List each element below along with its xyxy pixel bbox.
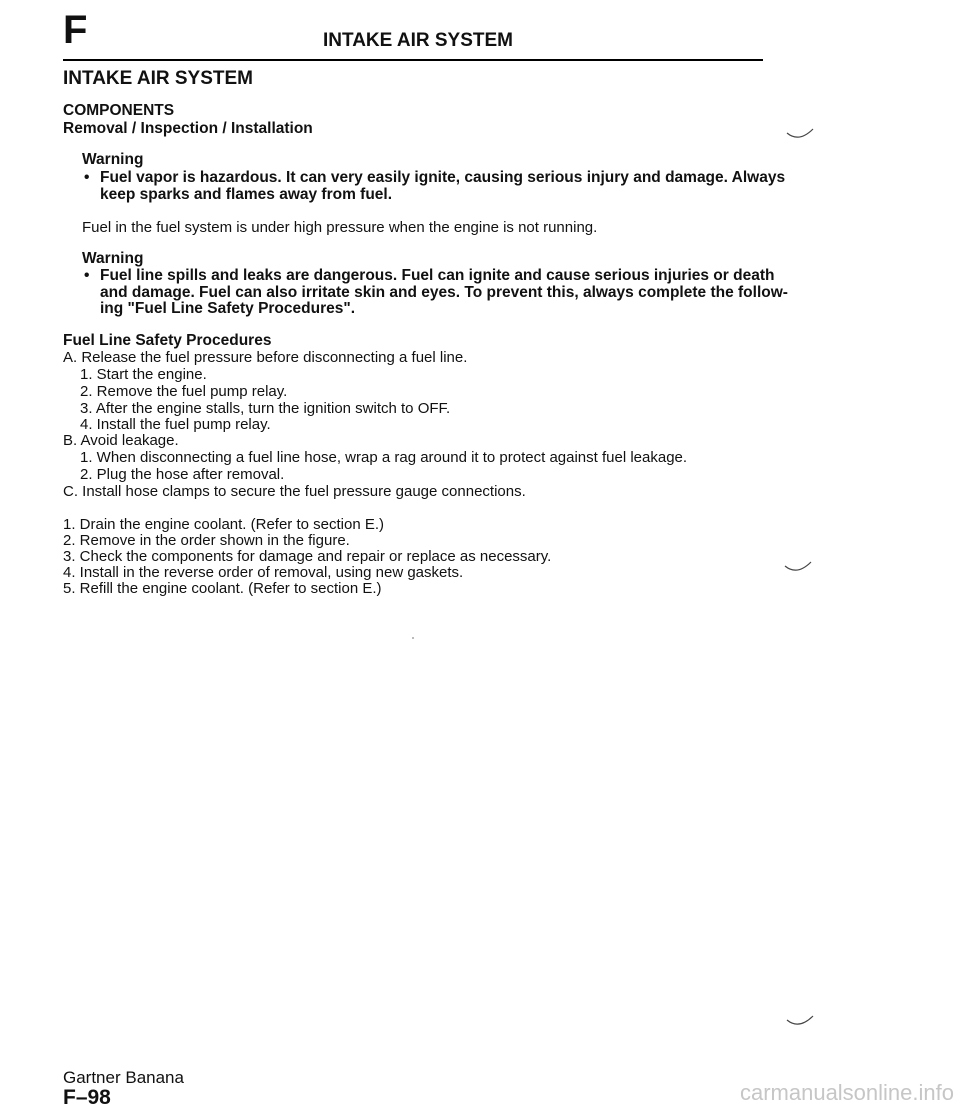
warning2-label: Warning: [82, 250, 144, 267]
warning1-label: Warning: [82, 151, 144, 168]
page-title: INTAKE AIR SYSTEM: [63, 68, 254, 89]
safety-step-a: A. Release the fuel pressure before disconnecting a fuel line.: [63, 349, 468, 366]
safety-a-step: 1. Start the engine.: [80, 366, 207, 383]
safety-step-b: B. Avoid leakage.: [63, 432, 179, 449]
warning1-bullet: •: [84, 169, 90, 186]
footer-page-number: F–98: [63, 1086, 111, 1109]
section-letter: F: [63, 8, 88, 52]
safety-heading: Fuel Line Safety Procedures: [63, 332, 272, 349]
warning1-line1: Fuel vapor is hazardous. It can very easily ignite, causing serious injury and damage. Always: [100, 169, 786, 186]
scan-tick-mark: [785, 125, 817, 145]
procedure-step: 1. Drain the engine coolant. (Refer to section E.): [63, 516, 385, 533]
components-subheading: Removal / Inspection / Installation: [63, 120, 313, 137]
scan-tick-mark: [783, 558, 815, 578]
footer-source: Gartner Banana: [63, 1068, 184, 1087]
watermark: carmanualsonline.info: [739, 1080, 954, 1105]
header-rule: [63, 59, 763, 61]
safety-a-step: 4. Install the fuel pump relay.: [80, 416, 271, 433]
warning2-line2: and damage. Fuel can also irritate skin and eyes. To prevent this, always complete the follow-: [100, 284, 788, 301]
procedure-step: 4. Install in the reverse order of removal, using new gaskets.: [63, 564, 464, 581]
procedure-step: 2. Remove in the order shown in the figure.: [63, 532, 350, 549]
header-title: INTAKE AIR SYSTEM: [323, 30, 514, 51]
scan-tick-mark: [785, 1012, 817, 1032]
procedure-step: 5. Refill the engine coolant. (Refer to section E.): [63, 580, 382, 597]
warning2-line3: ing "Fuel Line Safety Procedures".: [100, 300, 356, 317]
safety-b-step: 2. Plug the hose after removal.: [80, 466, 285, 483]
safety-a-step: 2. Remove the fuel pump relay.: [80, 383, 288, 400]
pressure-note: Fuel in the fuel system is under high pressure when the engine is not running.: [82, 219, 598, 236]
warning1-line2: keep sparks and flames away from fuel.: [100, 186, 393, 203]
safety-b-step: 1. When disconnecting a fuel line hose, wrap a rag around it to protect against fuel leakage.: [80, 449, 688, 466]
scan-speck: [412, 637, 414, 639]
components-heading: COMPONENTS: [63, 102, 175, 119]
warning2-bullet: •: [84, 267, 90, 284]
safety-step-c: C. Install hose clamps to secure the fuel pressure gauge connections.: [63, 483, 526, 500]
warning2-line1: Fuel line spills and leaks are dangerous. Fuel can ignite and cause serious injuries or death: [100, 267, 775, 284]
procedure-step: 3. Check the components for damage and repair or replace as necessary.: [63, 548, 552, 565]
safety-a-step: 3. After the engine stalls, turn the ignition switch to OFF.: [80, 400, 451, 417]
